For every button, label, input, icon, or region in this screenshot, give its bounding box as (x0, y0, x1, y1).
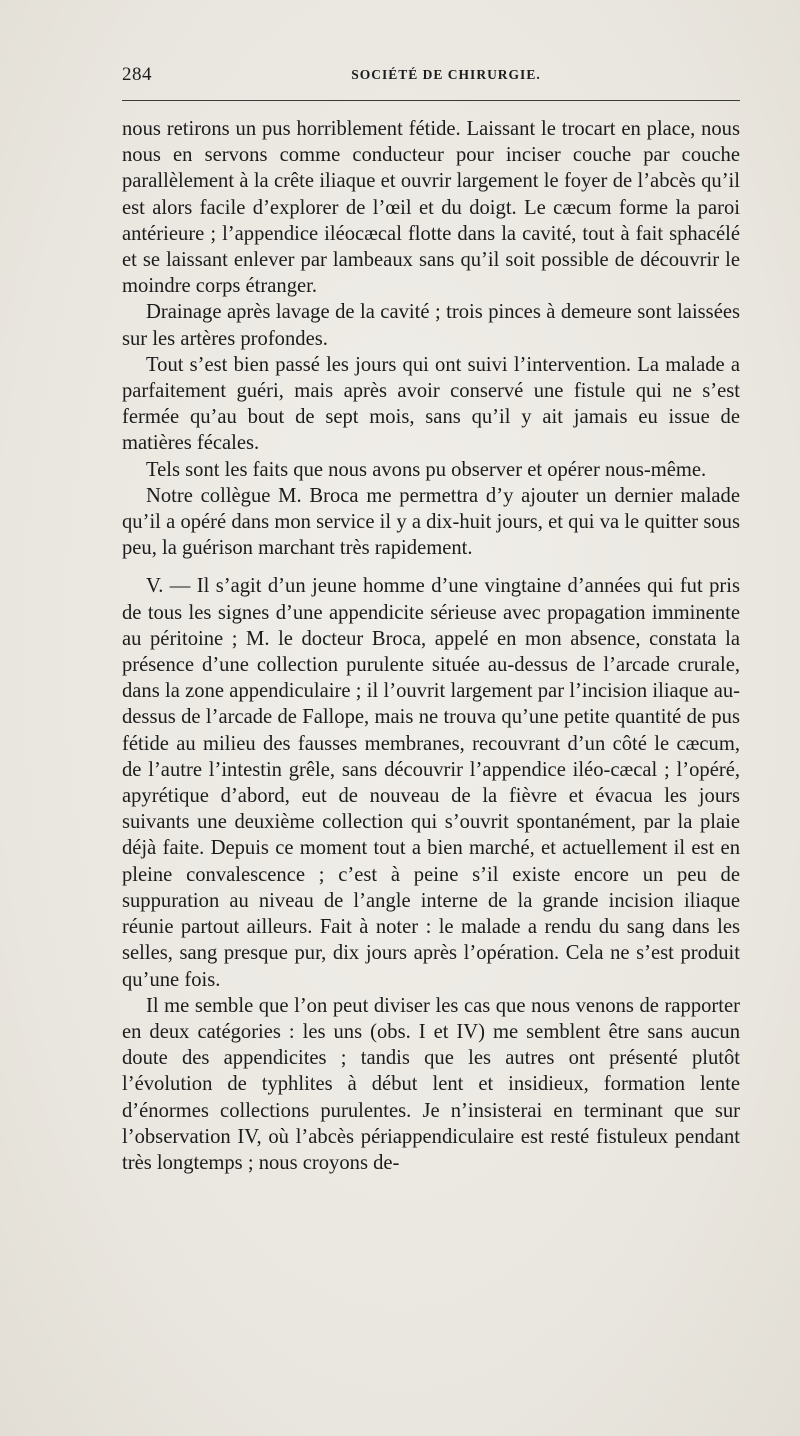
paragraph: Tels sont les faits que nous avons pu observer et opérer nous-même. (146, 458, 707, 481)
paragraph: Il me semble que l’on peut diviser les cas que nous venons de rapporter en deux catégories : les uns (obs. I et IV) me semblent être sans aucun doute des appendicites ; tandis que les autres ont présenté plutôt l’évolution de typhlites à début lent et insidieux, formation lente d’énormes collections purulentes. Je n’insisterai en terminant que sur l’observation IV, où l’abcès périappendiculaire est resté fistuleux pendant très longtemps ; nous croyons de- (122, 994, 740, 1174)
paragraph: Drainage après lavage de la cavité ; trois pinces à demeure sont laissées sur les artères profondes. (122, 301, 740, 350)
page-header (122, 64, 740, 88)
paragraph: Notre collègue M. Broca me permettra d’y ajouter un dernier malade qu’il a opéré dans mon service il y a dix-huit jours, et qui va le quitter sous peu, la guérison marchant très rapidement. (122, 484, 740, 560)
paragraph: Tout s’est bien passé les jours qui ont suivi l’intervention. La malade a parfaitement guéri, mais après avoir conservé une fistule qui ne s’est fermée qu’au bout de sept mois, sans qu’il y ait jamais eu issue de matières fécales. (122, 353, 740, 455)
body-text (122, 116, 740, 1176)
page-number: 284 (122, 64, 152, 85)
header-rule (122, 100, 740, 101)
paragraph: nous retirons un pus horriblement fétide. Laissant le trocart en place, nous nous en servons comme conducteur pour inciser couche par couche parallèlement à la crête iliaque et ouvrir largement le foyer de l’abcès qu’il est alors facile d’explorer de l’œil et du doigt. Le cæcum forme la paroi antérieure ; l’appendice iléocæcal flotte dans la cavité, tout à fait sphacélé et se laissant enlever par lambeaux sans qu’il soit possible de découvrir le moindre corps étranger. (122, 118, 740, 298)
running-head: SOCIÉTÉ DE CHIRURGIE. (351, 67, 541, 82)
section-v-paragraph: V. — Il s’agit d’un jeune homme d’une vingtaine d’années qui fut pris de tous les signes d’une appendicite sérieuse avec propagation imminente au péritoine ; M. le docteur Broca, appelé en mon absence, constata la présence d’une collection purulente située au-dessus de l’arcade crurale, dans la zone appendiculaire ; il l’ouvrit largement par l’incision iliaque au-dessus de l’arcade de Fallope, mais ne trouva qu’une petite quantité de pus fétide au milieu des fausses membranes, recouvrant d’un côté le cæcum, de l’autre l’intestin grêle, sans découvrir l’appendice iléo-cæcal ; l’opéré, apyrétique d’abord, eut de nouveau de la fièvre et évacua les jours suivants une deuxième collection qui s’ouvrit spontanément, par la plaie déjà faite. Depuis ce moment tout a bien marché, et actuellement il est en pleine convalescence ; c’est à peine s’il existe encore un peu de suppuration au niveau de l’angle interne de la grande incision iliaque réunie partout ailleurs. Fait à noter : le malade a rendu du sang dans les selles, sang presque pur, dix jours après l’opération. Cela ne s’est produit qu’une fois. (122, 575, 740, 991)
